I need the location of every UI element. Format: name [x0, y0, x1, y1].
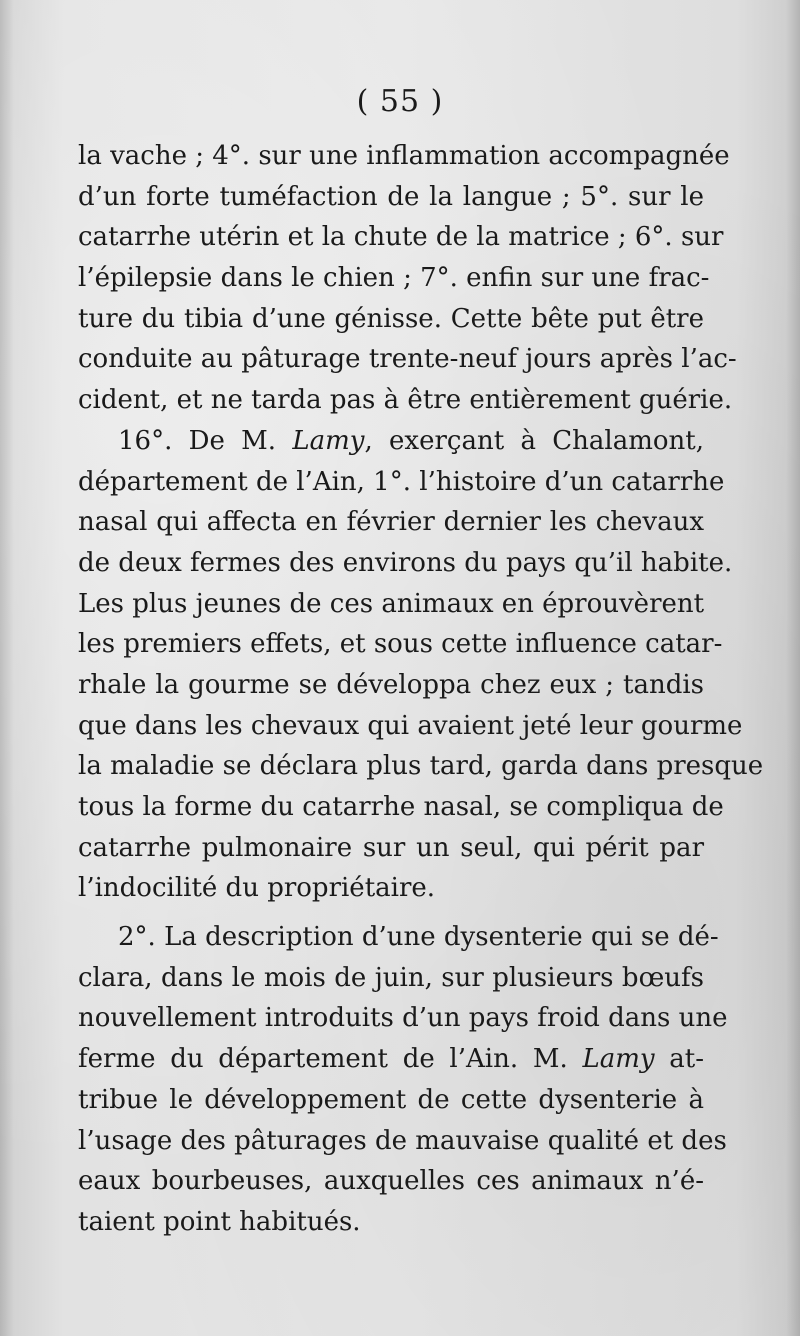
text-line: que dans les chevaux qui avaient jeté leur gourme [78, 710, 743, 741]
text-line: tribue le développement de cette dysenterie à [78, 1084, 704, 1115]
right-edge-shadow [786, 0, 800, 1336]
text-line: la maladie se déclara plus tard, garda dans presque [78, 751, 764, 782]
text-line: l’épilepsie dans le chien ; 7°. enfin sur une frac- [78, 263, 710, 294]
text-line: nouvellement introduits d’un pays froid dans une [78, 1003, 728, 1034]
text-line: l’indocilité du propriétaire. [78, 873, 436, 904]
text-line: d’un forte tuméfaction de la langue ; 5°. sur le [78, 181, 704, 212]
body-text [78, 136, 764, 1243]
text-line: de deux fermes des environs du pays qu’il habite. [78, 547, 733, 578]
text-line: conduite au pâturage trente-neuf jours après l’ac- [78, 344, 737, 375]
text-line: cident, et ne tarda pas à être entièrement guérie. [78, 385, 733, 416]
italic-name: Lamy [292, 425, 365, 456]
text-line: ferme du département de l’Ain. M. Lamy at- [78, 1044, 704, 1075]
text-line: 16°. De M. Lamy, exerçant à Chalamont, [118, 425, 704, 456]
text-line: 2°. La description d’une dysenterie qui se dé- [118, 922, 719, 953]
text-line: l’usage des pâturages de mauvaise qualité et des [78, 1125, 727, 1156]
text-line: la vache ; 4°. sur une inflammation accompagnée [78, 141, 730, 171]
text-line: tous la forme du catarrhe nasal, se compliqua de [78, 792, 724, 822]
text-line: ture du tibia d’une génisse. Cette bête put être [78, 303, 704, 334]
paragraph-gap [78, 909, 704, 917]
text-line: catarrhe pulmonaire sur un seul, qui périt par [78, 832, 704, 863]
page-number: ( 55 ) [356, 84, 444, 119]
text-line: Les plus jeunes de ces animaux en éprouvèrent [78, 588, 705, 619]
text-line: nasal qui affecta en février dernier les chevaux [78, 507, 704, 538]
text-line: rhale la gourme se développa chez eux ; tandis [78, 669, 704, 700]
text-line: les premiers effets, et sous cette influence catar- [78, 629, 723, 660]
text-line: département de l’Ain, 1°. l’histoire d’un catarrhe [78, 466, 725, 497]
left-edge-shadow [0, 0, 14, 1336]
italic-name: Lamy [582, 1044, 655, 1075]
text-line: eaux bourbeuses, auxquelles ces animaux n’é- [78, 1166, 704, 1197]
text-line: clara, dans le mois de juin, sur plusieurs bœufs [78, 962, 704, 993]
text-line: catarrhe utérin et la chute de la matrice ; 6°. sur [78, 222, 724, 253]
text-line: taient point habitués. [78, 1206, 361, 1237]
